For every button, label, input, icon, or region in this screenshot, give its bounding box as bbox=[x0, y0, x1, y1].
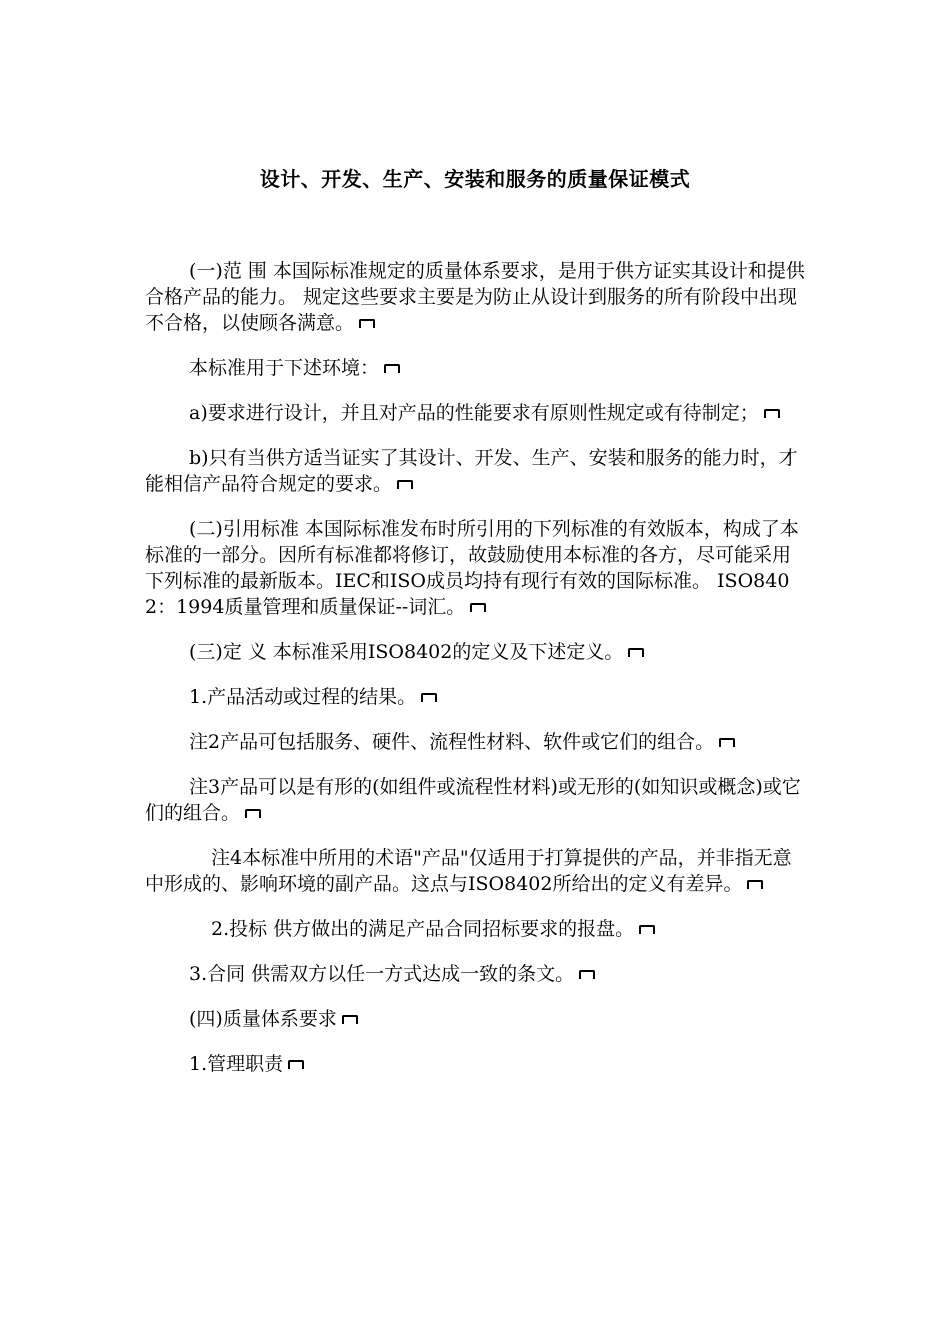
document-body bbox=[145, 258, 805, 1096]
paragraph-mark-icon bbox=[287, 1060, 305, 1071]
paragraph-text: 注4本标准中所用的术语"产品"仅适用于打算提供的产品，并非指无意中形成的、影响环境的副产品。这点与ISO8402所给出的定义有差异。 bbox=[145, 847, 792, 895]
paragraph-definitions bbox=[145, 639, 805, 665]
paragraph-text: a)要求进行设计，并且对产品的性能要求有原则性规定或有待制定； bbox=[189, 402, 759, 424]
paragraph-note-2 bbox=[145, 729, 805, 755]
paragraph-text: b)只有当供方适当证实了其设计、开发、生产、安装和服务的能力时，才能相信产品符合规定的要求。 bbox=[145, 447, 798, 495]
paragraph-text: 2.投标 供方做出的满足产品合同招标要求的报盘。 bbox=[211, 918, 635, 940]
paragraph-item-b bbox=[145, 445, 805, 497]
paragraph-item-a bbox=[145, 400, 805, 426]
paragraph-references bbox=[145, 516, 805, 620]
paragraph-management bbox=[145, 1051, 805, 1077]
paragraph-scope bbox=[145, 258, 805, 336]
paragraph-environment bbox=[145, 355, 805, 381]
paragraph-def-product bbox=[145, 684, 805, 710]
paragraph-mark-icon bbox=[396, 480, 414, 491]
paragraph-mark-icon bbox=[638, 925, 656, 936]
paragraph-mark-icon bbox=[746, 880, 764, 891]
paragraph-note-4 bbox=[145, 845, 805, 897]
paragraph-quality-system bbox=[145, 1006, 805, 1032]
paragraph-mark-icon bbox=[578, 970, 596, 981]
paragraph-mark-icon bbox=[763, 409, 781, 420]
paragraph-text: 1.产品活动或过程的结果。 bbox=[189, 686, 417, 708]
paragraph-text: 1.管理职责 bbox=[189, 1053, 284, 1075]
paragraph-mark-icon bbox=[244, 809, 262, 820]
paragraph-mark-icon bbox=[341, 1015, 359, 1026]
paragraph-mark-icon bbox=[383, 364, 401, 375]
paragraph-mark-icon bbox=[420, 693, 438, 704]
paragraph-def-contract bbox=[145, 961, 805, 987]
paragraph-text: (二)引用标准 本国际标准发布时所引用的下列标准的有效版本，构成了本标准的一部分。因所有标准都将修订，故鼓励使用本标准的各方，尽可能采用下列标准的最新版本。IEC和ISO成员均持有现行有效的国际标准。 ISO8402：1994质量管理和质量保证--词汇。 bbox=[145, 518, 799, 618]
paragraph-text: (三)定 义 本标准采用ISO8402的定义及下述定义。 bbox=[189, 641, 624, 663]
paragraph-mark-icon bbox=[627, 648, 645, 659]
paragraph-text: (一)范 围 本国际标准规定的质量体系要求，是用于供方证实其设计和提供合格产品的能力。 规定这些要求主要是为防止从设计到服务的所有阶段中出现不合格，以使顾各满意。 bbox=[145, 260, 805, 334]
paragraph-text: 注3产品可以是有形的(如组件或流程性材料)或无形的(如知识或概念)或它们的组合。 bbox=[145, 776, 801, 824]
paragraph-mark-icon bbox=[469, 603, 487, 614]
document-title: 设计、开发、生产、安装和服务的质量保证模式 bbox=[259, 167, 691, 191]
paragraph-text: (四)质量体系要求 bbox=[189, 1008, 337, 1030]
paragraph-mark-icon bbox=[358, 319, 376, 330]
paragraph-def-tender bbox=[145, 916, 805, 942]
paragraph-text: 3.合同 供需双方以任一方式达成一致的条文。 bbox=[189, 963, 575, 985]
paragraph-text: 注2产品可包括服务、硬件、流程性材料、软件或它们的组合。 bbox=[189, 731, 715, 753]
paragraph-note-3 bbox=[145, 774, 805, 826]
paragraph-text: 本标准用于下述环境： bbox=[189, 357, 380, 379]
paragraph-mark-icon bbox=[718, 738, 736, 749]
